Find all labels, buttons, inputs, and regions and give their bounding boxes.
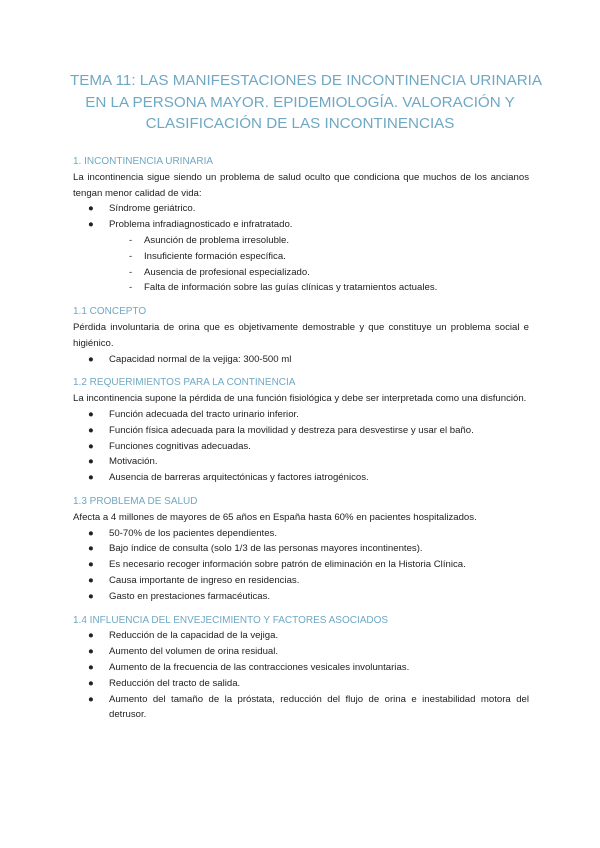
bullet-icon: ● — [88, 472, 94, 484]
bullet-icon: ● — [88, 527, 94, 539]
title-line: TEMA 11: LAS MANIFESTACIONES DE INCONTINENCIA URINARIA — [70, 72, 543, 89]
dash-icon: - — [129, 266, 133, 278]
dash-icon: - — [129, 234, 133, 246]
bullet-icon: ● — [88, 424, 94, 436]
section-heading: 1.4 INFLUENCIA DEL ENVEJECIMIENTO Y FACTORES ASOCIADOS — [73, 614, 389, 626]
list-item: ● Bajo índice de consulta (solo 1/3 de las personas mayores incontinentes). — [73, 541, 529, 557]
list-item: ● Síndrome geriátrico. — [73, 201, 529, 217]
paragraph: La incontinencia sigue siendo un problema de salud oculto que condiciona que muchos de los ancianos tengan menor calidad de vida: — [73, 171, 529, 199]
list-item: ● Función física adecuada para la movilidad y destreza para desvestirse y usar el baño. — [73, 423, 529, 439]
list-item: ● Reducción del tracto de salida. — [73, 676, 529, 692]
sub-list-item: - Asunción de problema irresoluble. — [73, 233, 529, 249]
paragraph: Pérdida involuntaria de orina que es objetivamente demostrable y que constituye un problema social e higiénico. — [73, 321, 529, 349]
title-line: CLASIFICACIÓN DE LAS INCONTINENCIAS — [145, 115, 455, 132]
bullet-icon: ● — [88, 219, 94, 231]
list-item: ● Reducción de la capacidad de la vejiga. — [73, 628, 529, 644]
bullet-icon: ● — [88, 456, 94, 468]
list-item: ● 50-70% de los pacientes dependientes. — [73, 526, 529, 542]
list-item: ● Aumento de la frecuencia de las contracciones vesicales involuntarias. — [73, 660, 529, 676]
list-item: ● Ausencia de barreras arquitectónicas y factores iatrogénicos. — [73, 470, 529, 486]
list-item: ● Aumento del tamaño de la próstata, reducción del flujo de orina e inestabilidad motora del detrusor. — [88, 693, 529, 721]
bullet-icon: ● — [88, 353, 94, 365]
list-item: ● Es necesario recoger información sobre patrón de eliminación en la Historia Clínica. — [73, 557, 529, 573]
dash-icon: - — [129, 282, 133, 294]
bullet-icon: ● — [88, 440, 94, 452]
document-title — [70, 70, 543, 135]
list-item: ● Funciones cognitivas adecuadas. — [73, 439, 529, 455]
bullet-icon: ● — [88, 574, 94, 586]
list-item: ● Capacidad normal de la vejiga: 300-500 ml — [73, 352, 529, 368]
bullet-icon: ● — [88, 646, 94, 658]
document-body — [73, 154, 529, 723]
paragraph: Afecta a 4 millones de mayores de 65 años en España hasta 60% en pacientes hospitalizados. — [73, 511, 477, 523]
bullet-icon: ● — [88, 693, 94, 705]
sub-list-item: - Falta de información sobre las guías clínicas y tratamientos actuales. — [73, 280, 529, 296]
list-item: ● Problema infradiagnosticado e infratratado. — [73, 217, 529, 233]
paragraph: La incontinencia supone la pérdida de una función fisiológica y debe ser interpretada como una disfunción. — [73, 393, 527, 405]
section-heading: 1. INCONTINENCIA URINARIA — [73, 156, 214, 167]
sub-list-item: - Insuficiente formación específica. — [73, 249, 529, 265]
section-heading: 1.3 PROBLEMA DE SALUD — [73, 495, 198, 507]
title-line: EN LA PERSONA MAYOR. EPIDEMIOLOGÍA. VALORACIÓN Y — [85, 93, 515, 111]
list-item: ● Causa importante de ingreso en residencias. — [73, 573, 529, 589]
bullet-icon: ● — [88, 408, 94, 420]
list-item: ● Motivación. — [73, 454, 529, 470]
list-item: ● Gasto en prestaciones farmacéuticas. — [73, 589, 529, 605]
bullet-icon: ● — [88, 661, 94, 673]
bullet-icon: ● — [88, 203, 94, 215]
bullet-icon: ● — [88, 590, 94, 602]
sub-list-item: - Ausencia de profesional especializado. — [73, 265, 529, 281]
section-heading: 1.2 REQUERIMIENTOS PARA LA CONTINENCIA — [73, 377, 296, 389]
dash-icon: - — [129, 250, 133, 262]
list-item: ● Función adecuada del tracto urinario inferior. — [73, 407, 529, 423]
bullet-icon: ● — [88, 677, 94, 689]
list-item: ● Aumento del volumen de orina residual. — [73, 644, 529, 660]
bullet-icon: ● — [88, 543, 94, 555]
bullet-icon: ● — [88, 559, 94, 571]
section-heading: 1.1 CONCEPTO — [73, 306, 147, 318]
bullet-icon: ● — [88, 630, 94, 642]
